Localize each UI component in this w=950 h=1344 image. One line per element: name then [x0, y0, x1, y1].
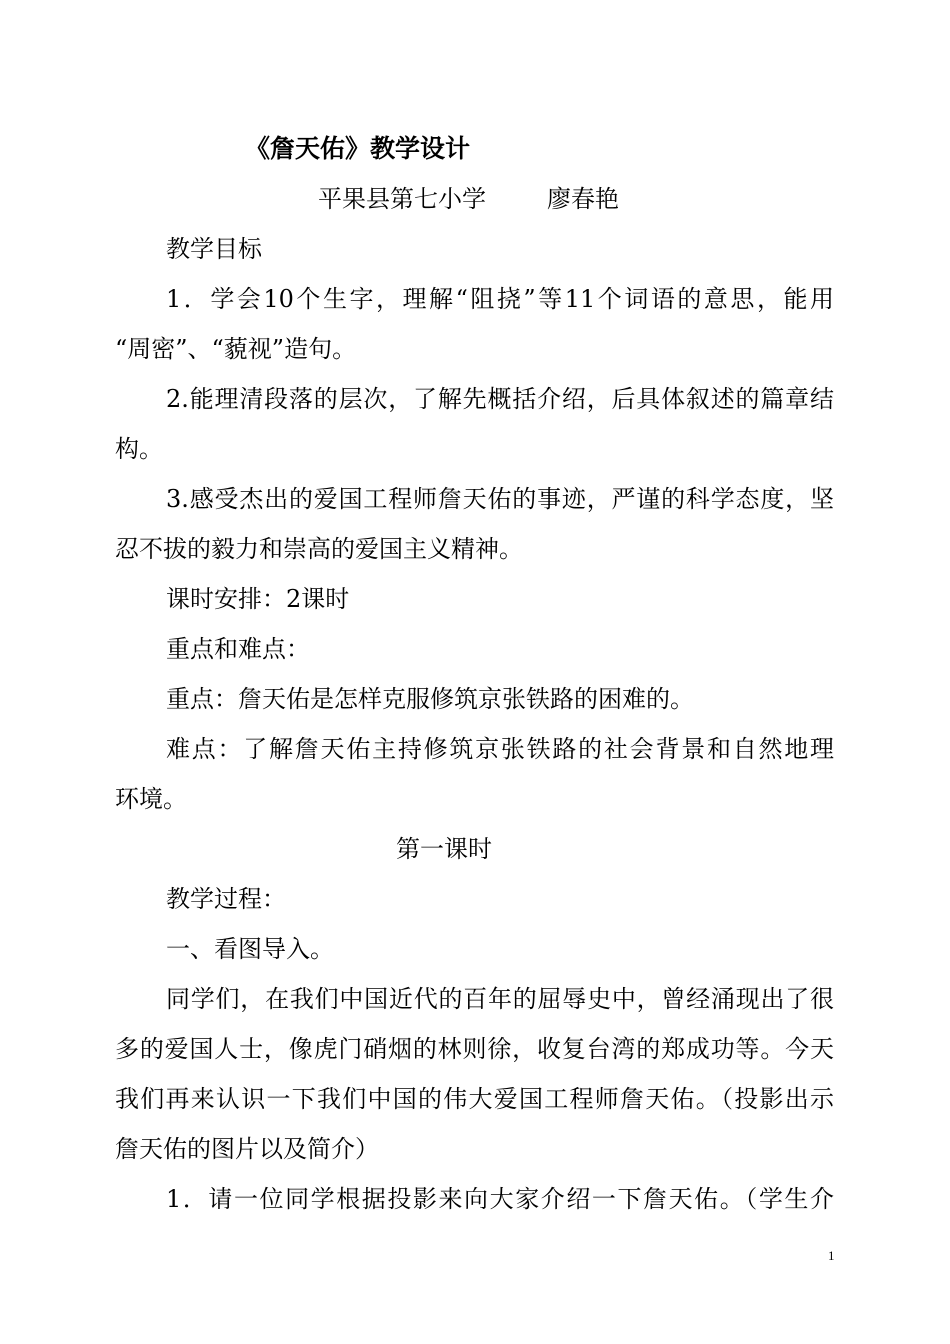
- objectives-heading: 教学目标: [166, 235, 262, 263]
- step-1-heading: 一、看图导入。: [166, 935, 334, 963]
- author-line: 平果县第七小学 廖春艳: [318, 185, 620, 213]
- key-point-line: 重点：詹天佑是怎样克服修筑京张铁路的困难的。: [166, 685, 694, 713]
- intro-line3: 我们再来认识一下我们中国的伟大爱国工程师詹天佑。（投影出示: [115, 1085, 834, 1113]
- task-1-line1: 1．请一位同学根据投影来向大家介绍一下詹天佑。（学生介: [166, 1185, 834, 1213]
- intro-line4: 詹天佑的图片以及简介）: [115, 1135, 379, 1163]
- schedule-line: 课时安排：2课时: [166, 585, 350, 613]
- document-title: 《詹天佑》教学设计: [245, 134, 471, 163]
- objective-3-line2: 忍不拔的毅力和崇高的爱国主义精神。: [115, 535, 523, 563]
- difficulty-line2: 环境。: [115, 785, 187, 813]
- intro-line2: 多的爱国人士，像虎门硝烟的林则徐，收复台湾的郑成功等。今天: [115, 1035, 834, 1063]
- difficulty-line1: 难点：了解詹天佑主持修筑京张铁路的社会背景和自然地理: [166, 735, 834, 763]
- key-points-heading: 重点和难点：: [166, 635, 310, 663]
- page-number: 1: [828, 1248, 835, 1263]
- objective-1-line2: “周密”、“藐视”造句。: [115, 335, 357, 363]
- objective-2-line2: 构。: [115, 435, 163, 463]
- process-heading: 教学过程：: [166, 885, 286, 913]
- objective-3-line1: 3.感受杰出的爱国工程师詹天佑的事迹，严谨的科学态度，坚: [166, 485, 834, 513]
- objective-1-line1: 1．学会10个生字，理解“阻挠”等11个词语的意思，能用: [166, 285, 834, 313]
- lesson-heading: 第一课时: [396, 835, 492, 863]
- objective-2-line1: 2.能理清段落的层次，了解先概括介绍，后具体叙述的篇章结: [166, 385, 834, 413]
- intro-line1: 同学们，在我们中国近代的百年的屈辱史中，曾经涌现出了很: [166, 985, 834, 1013]
